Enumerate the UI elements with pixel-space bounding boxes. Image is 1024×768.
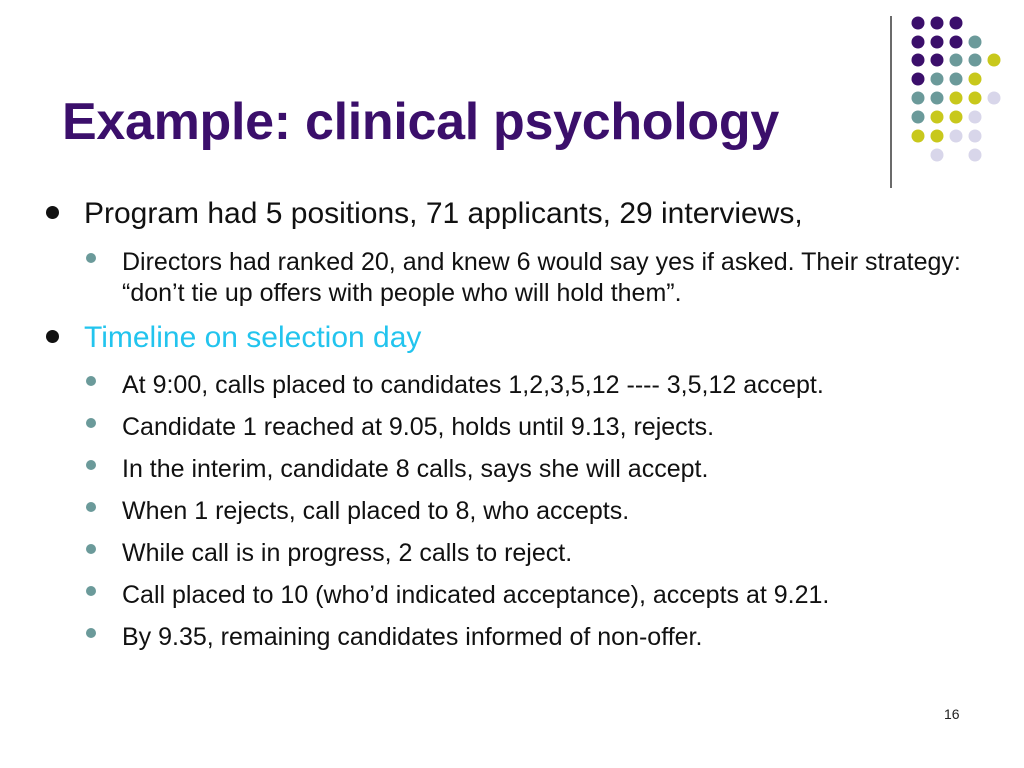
sub-bullet-item: Candidate 1 reached at 9.05, holds until 9.13, rejects. — [122, 413, 715, 441]
sub-bullet-marker — [86, 628, 96, 638]
bullet-marker — [46, 330, 59, 343]
sub-bullet-item: While call is in progress, 2 calls to reject. — [122, 539, 573, 567]
page-number: 16 — [944, 706, 960, 722]
sub-bullet-item: In the interim, candidate 8 calls, says she will accept. — [122, 455, 709, 483]
sub-bullet-marker — [86, 586, 96, 596]
sub-bullet-item: By 9.35, remaining candidates informed of non-offer. — [122, 623, 703, 651]
sub-bullet-marker — [86, 253, 96, 263]
bullet-item-timeline: Timeline on selection day — [84, 321, 422, 354]
sub-bullet-marker — [86, 376, 96, 386]
sub-bullet-marker — [86, 544, 96, 554]
sub-bullet-item: At 9:00, calls placed to candidates 1,2,3,5,12 ---- 3,5,12 accept. — [122, 371, 824, 399]
slide-title: Example: clinical psychology — [62, 93, 779, 151]
sub-bullet-item: Directors had ranked 20, and knew 6 would say yes if asked. Their strategy: “don’t tie up offers with people who will hold them”. — [122, 248, 961, 307]
sub-bullet-marker — [86, 460, 96, 470]
sub-bullet-marker — [86, 418, 96, 428]
bullet-item: Program had 5 positions, 71 applicants, 29 interviews, — [84, 197, 803, 230]
sub-bullet-marker — [86, 502, 96, 512]
sub-bullet-item: When 1 rejects, call placed to 8, who accepts. — [122, 497, 630, 525]
bullet-marker — [46, 206, 59, 219]
sub-bullet-item: Call placed to 10 (who’d indicated acceptance), accepts at 9.21. — [122, 581, 830, 609]
